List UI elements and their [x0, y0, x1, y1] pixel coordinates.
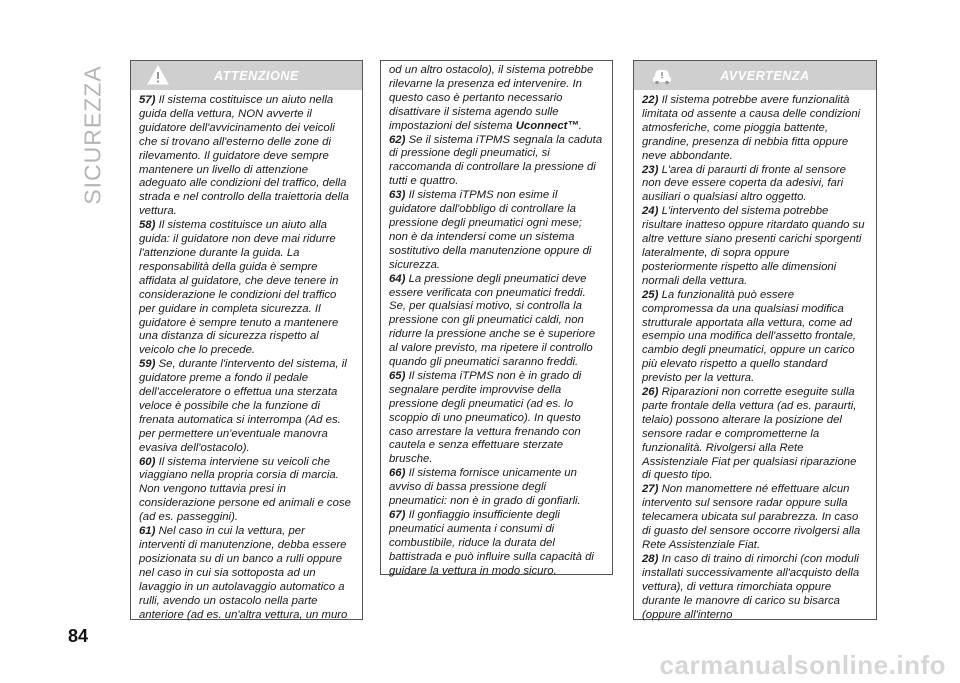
- note-text: Riparazioni non corrette eseguite sulla parte frontale della vettura (ad es. paraurti, telaio) possono alterare la posizione del sensore radar e comprometterne la funzionalità. Rivolgersi alla Rete Assistenziale Fiat per qualsiasi riparazione di questo tipo.: [642, 386, 857, 482]
- note-paragraph: [642, 164, 868, 206]
- note-number: 22): [642, 94, 659, 106]
- note-number: 61): [139, 525, 156, 538]
- note-number: 58): [139, 219, 156, 232]
- note-text: Se, durante l'intervento del sistema, il guidatore preme a fondo il pedale dell'acceleratore o effettua una sterzata veloce è possibile che la funzione di frenata automatica si interrompa (Ad es. per permettere un'eventuale manovra evasiva dell'ostacolo).: [139, 358, 347, 454]
- note-paragraph: [389, 370, 604, 467]
- section-title-vertical: [78, 40, 108, 230]
- note-number: 25): [642, 288, 659, 301]
- note-number: 66): [389, 467, 406, 480]
- note-text: La pressione degli pneumatici deve essere verificata con pneumatici freddi. Se, per qualsiasi motivo, si controlla la pressione con gli pneumatici caldi, non ridurre la pressione anche se è superiore al valore previsto, ma ripetere il controllo quando gli pneumatici saranno freddi.: [389, 272, 596, 369]
- continued-intro: od un altro ostacolo), il sistema potrebbe rilevarne la presenza ed intervenire. In questo caso è pertanto necessario disattivare il sistema agendo sulle impostazioni del sistema Uconnect™.: [389, 64, 594, 132]
- note-paragraph: [139, 219, 354, 358]
- note-text: Nel caso in cui la vettura, per interventi di manutenzione, debba essere posizionata su di un banco a rulli oppure nel caso in cui sia sottoposta ad un lavaggio in un autolavaggio automatico a rulli, avendo un ostacolo nella parte anteriore (ad es. un'altra vettura, un muro: [139, 525, 348, 621]
- watermark: carmanualsonline.info: [659, 650, 946, 680]
- warning-box: [633, 60, 877, 620]
- note-text: Il gonfiaggio insufficiente degli pneumatici aumenta i consumi di combustibile, riduce la durata del battistrada e può influire sulla capacità di guidare la vettura in modo sicuro.: [389, 509, 594, 577]
- note-number: 65): [389, 369, 406, 382]
- note-number: 57): [139, 94, 156, 106]
- note-text: Non manomettere né effettuare alcun intervento sul sensore radar oppure sulla telecamera ubicata sul parabrezza. In caso di guasto del sensore occorre rivolgersi alla Rete Assistenziale Fiat.: [642, 483, 861, 551]
- note-text: Il sistema iTPMS non esime il guidatore dall'obbligo di controllare la pressione degli pneumatici ogni mese; non è da intendersi come un sistema sostitutivo della manutenzione oppure di sicurezza.: [389, 189, 592, 271]
- attention-continued-box: [380, 60, 613, 575]
- section-title-text: SICUREZZA: [79, 65, 106, 205]
- note-paragraph: [642, 386, 868, 483]
- note-number: 67): [389, 509, 406, 521]
- warning-body: [634, 90, 876, 626]
- attention-box: [130, 60, 363, 620]
- note-number: 27): [642, 483, 659, 496]
- note-text: Il sistema potrebbe avere funzionalità limitata od assente a causa delle condizioni atmosferiche, come pioggia battente, grandine, presenza di nebbia fitta oppure neve abbondante.: [642, 94, 861, 162]
- note-paragraph: [642, 289, 868, 386]
- note-paragraph: [389, 134, 604, 190]
- note-paragraph: [642, 553, 868, 623]
- warning-title: AVVERTENZA: [720, 68, 810, 83]
- car-warning-icon: [650, 66, 674, 86]
- page-number: 84: [68, 626, 89, 646]
- attention-header: [131, 61, 362, 90]
- warning-header: [634, 61, 876, 90]
- note-text: L'intervento del sistema potrebbe risultare inatteso oppure ritardato quando su altre vetture siano presenti carichi sporgenti lateralmente, di sopra oppure posteriormente rispetto alle dimensioni normali della vettura.: [642, 205, 865, 287]
- attention-body: [131, 90, 362, 626]
- note-number: 28): [642, 552, 659, 565]
- note-paragraph: [642, 483, 868, 553]
- note-text: Se il sistema iTPMS segnala la caduta di pressione degli pneumatici, si raccomanda di controllare la pressione di tutti e quattro.: [389, 133, 603, 188]
- warning-triangle-icon: [147, 64, 169, 86]
- attention-continued-body: [381, 61, 612, 583]
- note-paragraph: [139, 525, 354, 622]
- note-paragraph: [139, 94, 354, 219]
- note-paragraph: [139, 456, 354, 526]
- note-paragraph: [642, 94, 868, 164]
- note-text: La funzionalità può essere compromessa da una qualsiasi modifica strutturale apportata alla vettura, come ad esempio una modifica dell'assetto frontale, cambio degli pneumatici, oppure un carico più elevato rispetto a quello standard previsto per la vettura.: [642, 288, 857, 385]
- note-number: 62): [389, 133, 406, 146]
- note-text: L'area di paraurti di fronte al sensore non deve essere coperta da adesivi, fari ausiliari o qualsiasi altro oggetto.: [642, 163, 846, 204]
- note-paragraph: [389, 509, 604, 579]
- note-paragraph: [139, 358, 354, 455]
- note-text: Il sistema fornisce unicamente un avviso di bassa pressione degli pneumatici: non è in grado di gonfiarli.: [389, 467, 581, 508]
- note-text: Il sistema iTPMS non è in grado di segnalare perdite improvvise della pressione degli pneumatici (ad es. lo scoppio di uno pneumatico). In questo caso arrestare la vettura frenando con cautela e senza effettuare sterzate brusche.: [389, 369, 582, 466]
- note-paragraph: [389, 273, 604, 370]
- note-number: 23): [642, 163, 659, 176]
- note-number: 26): [642, 386, 659, 399]
- note-paragraph: [389, 467, 604, 509]
- note-paragraph: [389, 189, 604, 272]
- note-number: 60): [139, 455, 156, 468]
- note-text: Il sistema costituisce un aiuto alla guida: il guidatore non deve mai ridurre l'attenzione durante la guida. La responsabilità della guida è sempre affidata al guidatore, che deve tenere in considerazione le condizioni del traffico per guidare in completa sicurezza. Il guidatore è sempre tenuto a mantenere una distanza di sicurezza rispetto al veicolo che lo precede.: [139, 219, 339, 357]
- note-number: 24): [642, 205, 659, 218]
- note-number: 59): [139, 358, 156, 371]
- note-text: Il sistema costituisce un aiuto nella guida della vettura, NON avverte il guidatore dell'avvicinamento dei veicoli che si trovano all'esterno delle zone di rilevamento. Il guidatore deve sempre mantenere un livello di attenzione adeguato alle condizioni del traffico, della strada e nel controllo della traiettoria della vettura.: [139, 94, 349, 218]
- note-paragraph: [642, 205, 868, 288]
- note-number: 63): [389, 189, 406, 202]
- attention-title: ATTENZIONE: [214, 68, 299, 83]
- note-text: Il sistema interviene su veicoli che viaggiano nella propria corsia di marcia. Non vengono tuttavia presi in considerazione persone ed animali e cose (ad es. passeggini).: [139, 455, 351, 524]
- note-number: 64): [389, 272, 406, 285]
- note-text: In caso di traino di rimorchi (con moduli installati successivamente all'acquisto della vettura), di vettura rimorchiata oppure durante le manovre di carico su bisarca (oppure all'interno: [642, 552, 860, 621]
